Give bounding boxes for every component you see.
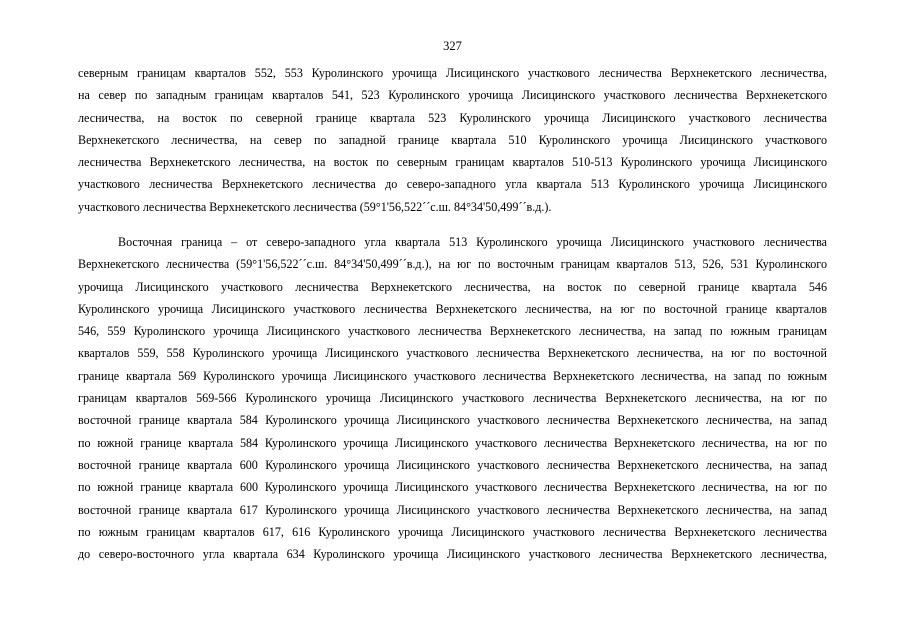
- paragraph-east-boundary: [78, 231, 827, 565]
- text-line: урочища Лисицинского участкового лесничества Верхнекетского лесничества, на восток по северной границе квартала 546: [78, 279, 827, 294]
- text-line: лесничества Верхнекетского лесничества, на восток по северным границам кварталов 510-513 Куролинского урочища Лисицинского: [78, 155, 827, 170]
- text-line: по южной границе квартала 584 Куролинского урочища Лисицинского участкового лесничества Верхнекетского лесничества, на юг по: [78, 435, 827, 450]
- page-number: 327: [443, 39, 462, 53]
- text-line: северным границам кварталов 552, 553 Куролинского урочища Лисицинского участкового лесничества Верхнекетского лесничества,: [78, 66, 827, 80]
- text-line: границе квартала 569 Куролинского урочища Лисицинского участкового лесничества Верхнекетского лесничества, на запад по южным: [78, 368, 827, 383]
- text-line: лесничества, на восток по северной границе квартала 523 Куролинского урочища Лисицинского участкового лесничества: [78, 110, 827, 125]
- text-line: 546, 559 Куролинского урочища Лисицинского участкового лесничества Верхнекетского лесничества, на запад по южным границам: [78, 324, 827, 339]
- text-line: на север по западным границам кварталов 541, 523 Куролинского урочища Лисицинского участкового лесничества Верхнекетского: [78, 88, 827, 103]
- text-line: восточной границе квартала 617 Куролинского урочища Лисицинского участкового лесничества Верхнекетского лесничества, на запад: [78, 502, 827, 517]
- text-line: восточной границе квартала 600 Куролинского урочища Лисицинского участкового лесничества Верхнекетского лесничества, на запад: [78, 457, 827, 472]
- text-line: участкового лесничества Верхнекетского лесничества до северо-западного угла квартала 513 Куролинского урочища Лисицинского: [78, 177, 827, 192]
- text-line: восточной границе квартала 584 Куролинского урочища Лисицинского участкового лесничества Верхнекетского лесничества, на запад: [78, 413, 827, 428]
- text-line: Куролинского урочища Лисицинского участкового лесничества Верхнекетского лесничества, на юг по восточной границе кварталов: [78, 301, 827, 316]
- text-line: Верхнекетского лесничества, на север по западной границе квартала 510 Куролинского урочища Лисицинского участкового: [78, 132, 827, 147]
- text-line: по южным границам кварталов 617, 616 Куролинского урочища Лисицинского участкового лесничества Верхнекетского лесничества: [78, 524, 827, 539]
- text-line: границам кварталов 569-566 Куролинского урочища Лисицинского участкового лесничества Верхнекетского лесничества, на юг по: [78, 391, 827, 406]
- text-line: до северо-восточного угла квартала 634 Куролинского урочища Лисицинского участкового лесничества Верхнекетского лесничества,: [78, 547, 827, 562]
- text-line: Верхнекетского лесничества (59°1'56,522´´с.ш. 84°34'50,499´´в.д.), на юг по восточным границам кварталов 513, 526, 531 Куролинского: [78, 257, 827, 272]
- text-line: участкового лесничества Верхнекетского лесничества (59°1'56,522´´с.ш. 84°34'50,499´´в.д.).: [78, 199, 552, 214]
- text-line: по южной границе квартала 600 Куролинского урочища Лисицинского участкового лесничества Верхнекетского лесничества, на юг по: [78, 480, 827, 495]
- paragraph-north-boundary-continuation: [78, 62, 827, 218]
- text-line: Восточная граница – от северо-западного угла квартала 513 Куролинского урочища Лисицинского участкового лесничества: [118, 235, 827, 249]
- text-line: кварталов 559, 558 Куролинского урочища Лисицинского участкового лесничества Верхнекетского лесничества, на юг по восточной: [78, 346, 827, 361]
